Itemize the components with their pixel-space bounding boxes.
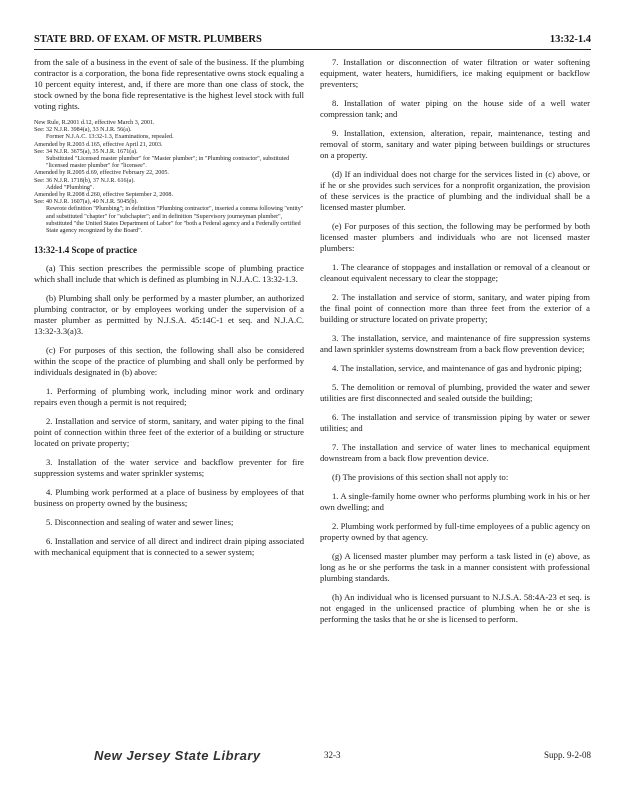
history-note: See: 36 N.J.R. 1718(b), 37 N.J.R. 616(a). [34,177,135,184]
history-note: See: 40 N.J.R. 1607(a), 40 N.J.R. 5045(b). [34,199,138,206]
paragraph: 1. Performing of plumbing work, including minor work and ordinary repairs even though a permit is not required; [34,386,304,408]
left-paragraphs [34,263,304,558]
paragraph: 3. Installation of the water service and backflow preventer for fire suppression systems and water sprinkler systems; [34,457,304,479]
paragraph: (f) The provisions of this section shall not apply to: [332,472,509,482]
paragraph: 2. The installation and service of storm, sanitary, and water piping from the final point of connection more than three feet from the exterior of a building or structure located on private property; [320,292,590,324]
history-note: Added "Plumbing". [46,184,94,191]
page-footer [34,750,591,770]
paragraph: 1. The clearance of stoppages and installation or removal of a cleanout or cleanout equivalent necessary to clear the stoppage; [320,262,590,283]
paragraph: (g) A licensed master plumber may perform a task listed in (e) above, as long as he or she performs the task in a manner consistent with professional plumbing standards. [320,551,590,583]
paragraph: 1. A single-family home owner who performs plumbing work in his or her own dwelling; and [320,491,590,512]
header-section-number: 13:32-1.4 [549,34,591,45]
section-heading: 13:32-1.4 Scope of practice [34,245,137,256]
paragraph: (d) If an individual does not charge for the services listed in (c) above, or if he or she provides such services for a nonprofit organization, the provision of these services is the practice of plumbing and the individual shall be a licensed master plumber. [320,169,590,212]
history-note: Former N.J.A.C. 13:32-1.3, Examinations, repealed. [46,134,174,141]
history-note: New Rule, R.2001 d.12, effective March 3, 2001. [34,120,155,126]
history-notes [34,120,304,235]
paragraph: 8. Installation of water piping on the house side of a well water compression tank; and [320,98,590,119]
paragraph: 4. The installation, service, and maintenance of gas and hydronic piping; [332,363,582,373]
right-paragraphs [320,57,590,625]
paragraph: 5. The demolition or removal of plumbing, provided the water and sewer utilities are first disconnected and sealed outside the building; [320,382,590,403]
history-note: Amended by R.2003 d.165, effective April 21, 2003. [34,141,163,148]
paragraph: 6. The installation and service of transmission piping by water or sewer utilities; and [320,412,590,433]
history-note: Substituted "Licensed master plumber" for "Master plumber"; in "Plumbing contractor", substituted "licensed master plumber" for "licensee". [46,156,290,170]
paragraph: 3. The installation, service, and maintenance of fire suppression systems and lawn sprinkler systems downstream from a back flow prevention device; [320,333,590,354]
paragraph: 6. Installation and service of all direct and indirect drain piping associated with mechanical equipment that is connected to a sewer system; [34,536,304,558]
paragraph: 7. Installation or disconnection of water filtration or water softening equipment, water heaters, humidifiers, ice making equipment or backflow preventers; [320,57,590,89]
paragraph: 7. The installation and service of water lines to mechanical equipment downstream from a back flow prevention device. [320,442,590,463]
paragraph: 5. Disconnection and sealing of water and sewer lines; [46,517,234,528]
running-header [34,34,591,50]
history-note: Rewrote definition "Plumbing"; in definition "Plumbing contractor", inserted a comma following "entity" and substituted "chapter" for "subchapter"; and in definition "Supervisory journeyman plumber", substituted "the United States Department of Labor" for "both a Federal agency and a Federally certified State agency recognized by the Board". [46,206,304,235]
history-note: See: 34 N.J.R. 3675(a), 35 N.J.R. 1671(a). [34,148,138,155]
header-rule [34,49,591,50]
page-number: 32-3 [324,750,341,760]
paragraph: 2. Installation and service of storm, sanitary, and water piping to the final point of connection within three feet of the exterior of a building or structure located on private property; [34,416,304,449]
history-note: Amended by R.2005 d.69, effective February 22, 2005. [34,170,169,177]
history-note: Amended by R.2008 d.260, effective September 2, 2008. [34,192,173,199]
paragraph: (c) For purposes of this section, the following shall also be considered within the scope of the practice of plumbing and shall only be performed by individuals designated in (b) above: [34,345,304,378]
right-column [320,57,590,633]
paragraph: (h) An individual who is licensed pursuant to N.J.S.A. 58:4A-23 et seq. is not engaged in the unlicensed practice of plumbing when he or she is performing the tasks that he or she is licensed to perform. [320,592,590,624]
paragraph: 9. Installation, extension, alteration, repair, maintenance, testing and removal of storm, sanitary and water piping between buildings or structures on a property. [320,128,590,160]
paragraph: (e) For purposes of this section, the following may be performed by both licensed master plumbers and individuals who are not licensed master plumbers: [320,221,590,253]
paragraph: 2. Plumbing work performed by full-time employees of a public agency on property owned by that agency. [320,521,590,542]
paragraph: (b) Plumbing shall only be performed by a master plumber, an authorized plumbing contractor, or by employees working under the supervision of a master plumber as permitted by N.J.S.A. 45:14C-1 et seq. and N.J.A.C. 13:32-3.3(a)3. [34,293,304,337]
library-stamp: New Jersey State Library [94,748,261,763]
history-note: See: 32 N.J.R. 3984(a), 33 N.J.R. 56(a). [34,127,132,134]
paragraph: 4. Plumbing work performed at a place of business by employees of that business on property owned by the business; [34,487,304,509]
left-column [34,57,304,566]
paragraph: (a) This section prescribes the permissible scope of plumbing practice which shall include that which is defined as plumbing in N.J.A.C. 13:32-1.3. [34,263,304,285]
header-title: STATE BRD. OF EXAM. OF MSTR. PLUMBERS [34,34,262,45]
intro-paragraph: from the sale of a business in the event of sale of the business. If the plumbing contractor is a corporation, the bona fide representative owns stock equaling a 10 percent equity interest, and, if there are more than one class of stock, the stock owned by the bona fide representative is the highest level stock with full voting rights. [34,57,304,111]
supplement-date: Supp. 9-2-08 [544,750,591,760]
